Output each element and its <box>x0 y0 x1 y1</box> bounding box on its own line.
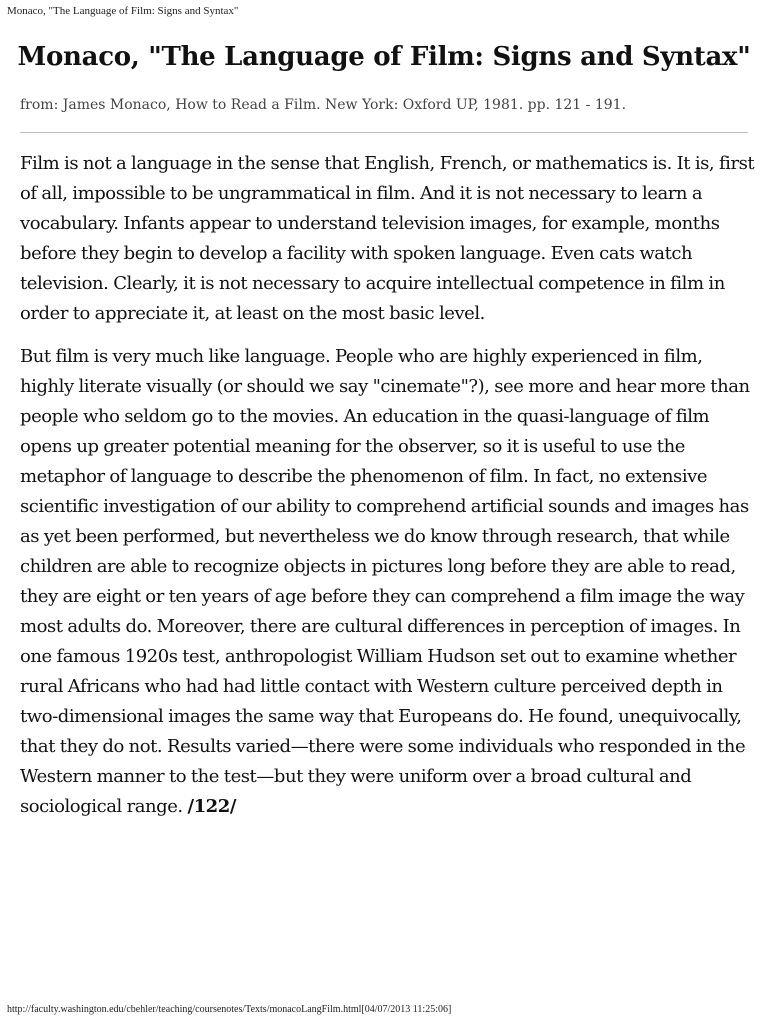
paragraph-2 <box>20 342 755 822</box>
article-body <box>20 149 755 835</box>
divider <box>20 132 748 133</box>
source-citation: from: James Monaco, How to Read a Film. New York: Oxford UP, 1981. pp. 121 - 191. <box>20 97 627 113</box>
print-footer-url: http://faculty.washington.edu/cbehler/teaching/coursenotes/Texts/monacoLangFilm.html[04/07/2013 11:25:06] <box>7 1004 452 1015</box>
print-header: Monaco, "The Language of Film: Signs and Syntax" <box>7 5 239 17</box>
paragraph-2-text: But film is very much like language. People who are highly experienced in film, highly literate visually (or should we say "cinemate"?), see more and hear more than people who seldom go to the movies. An education in the quasi-language of film opens up greater potential meaning for the observer, so it is useful to use the metaphor of language to describe the phenomenon of film. In fact, no extensive scientific investigation of our ability to comprehend artificial sounds and images has as yet been performed, but nevertheless we do know through research, that while children are able to recognize objects in pictures long before they are able to read, they are eight or ten years of age before they can comprehend a film image the way most adults do. Moreover, there are cultural differences in perception of images. In one famous 1920s test, anthropologist William Hudson set out to examine whether rural Africans who had had little contact with Western culture perceived depth in two-dimensional images the same way that Europeans do. He found, unequivocally, that they do not. Results varied—there were some individuals who responded in the Western manner to the test—but they were uniform over a broad cultural and sociological range. <box>20 346 750 817</box>
paragraph-1: Film is not a language in the sense that English, French, or mathematics is. It is, first of all, impossible to be ungrammatical in film. And it is not necessary to learn a vocabulary. Infants appear to understand television images, for example, months before they begin to develop a facility with spoken language. Even cats watch television. Clearly, it is not necessary to acquire intellectual competence in film in order to appreciate it, at least on the most basic level. <box>20 153 755 324</box>
page-title: Monaco, "The Language of Film: Signs and Syntax" <box>17 42 751 72</box>
page-marker: /122/ <box>187 796 236 817</box>
